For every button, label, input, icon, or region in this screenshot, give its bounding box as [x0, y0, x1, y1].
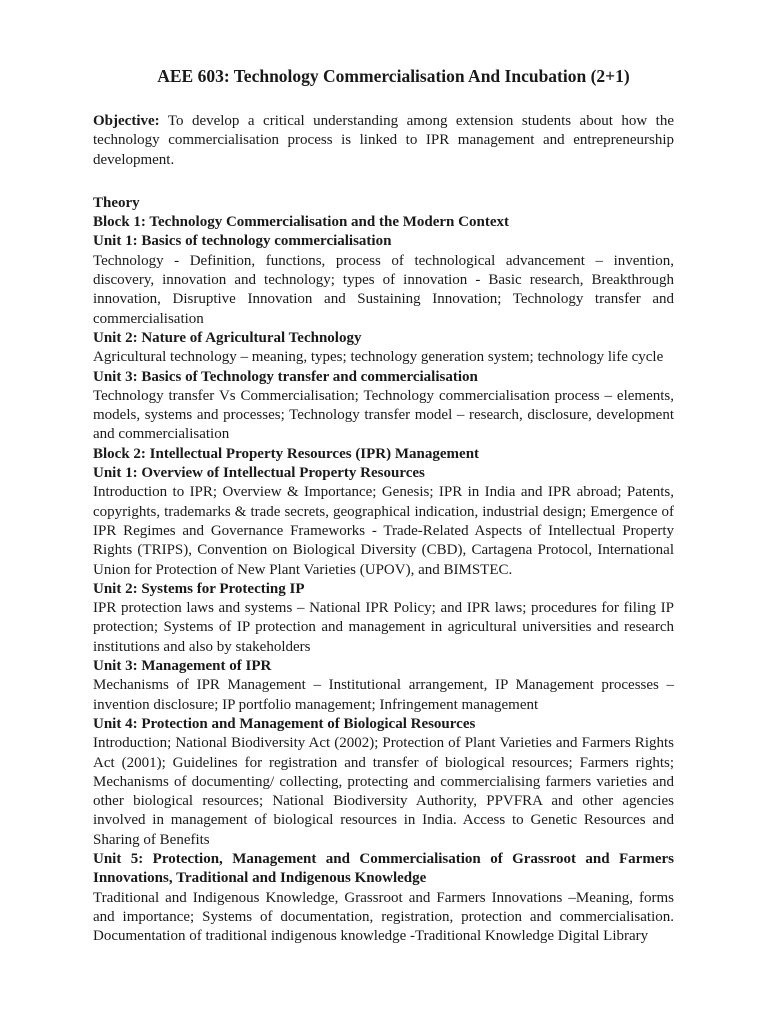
block2-unit4-text: Introduction; National Biodiversity Act (2002); Protection of Plant Varieties and Farmers Rights Act (2001); Guidelines for registration and transfer of biological resources; Farmers rights; Mechanisms of documenting/ collecting, protecting and commercialising farmers varieties and other biological resources; National Biodiversity Authority, PPVFRA and other agencies involved in management of biological resources in India. Access to Genetic Resources and Sharing of Benefits [93, 735, 674, 848]
section-heading-theory: Theory [93, 194, 140, 211]
block1-unit2-heading: Unit 2: Nature of Agricultural Technology [93, 329, 362, 346]
block2-unit3-text: Mechanisms of IPR Management – Institutional arrangement, IP Management processes – invention disclosure; IP portfolio management; Infringement management [93, 677, 674, 713]
objective-paragraph [93, 112, 674, 170]
block2-unit2-text: IPR protection laws and systems – National IPR Policy; and IPR laws; procedures for filing IP protection; Systems of IP protection and management in agricultural universities and research institutions and also by stakeholders [93, 600, 674, 655]
page-title: AEE 603: Technology Commercialisation And Incubation (2+1) [157, 66, 630, 86]
block1-unit3-heading: Unit 3: Basics of Technology transfer and commercialisation [93, 368, 478, 385]
objective-label: Objective: [93, 113, 160, 129]
block2-unit2-heading: Unit 2: Systems for Protecting IP [93, 580, 305, 597]
block2-unit1-heading: Unit 1: Overview of Intellectual Property Resources [93, 465, 425, 482]
block2-unit4-heading: Unit 4: Protection and Management of Biological Resources [93, 715, 476, 732]
block2-unit5-text: Traditional and Indigenous Knowledge, Grassroot and Farmers Innovations –Meaning, forms and importance; Systems of documentation, registration, protection and commercialisation. Documentation of traditional indigenous knowledge -Traditional Knowledge Digital Library [93, 889, 674, 945]
block2-unit3-heading: Unit 3: Management of IPR [93, 658, 272, 675]
block1-unit1-text: Technology - Definition, functions, process of technological advancement – invention, discovery, innovation and technology; types of innovation - Basic research, Breakthrough innovation, Disruptive Innovation and Sustaining Innovation; Technology transfer and commercialisation [93, 252, 674, 327]
document-page [93, 64, 674, 946]
block2-heading: Block 2: Intellectual Property Resources (IPR) Management [93, 445, 480, 462]
block1-unit2-text: Agricultural technology – meaning, types; technology generation system; technology life cycle [93, 349, 664, 366]
block2-unit5-heading: Unit 5: Protection, Management and Commercialisation of Grassroot and Farmers Innovations, Traditional and Indigenous Knowledge [93, 850, 674, 887]
block2-unit1-text: Introduction to IPR; Overview & Importance; Genesis; IPR in India and IPR abroad; Patents, copyrights, trademarks & trade secrets, geographical indication, industrial design; Emergence of IPR Regimes and Governance Frameworks - Trade-Related Aspects of Intellectual Property Rights (TRIPS), Convention on Biological Diversity (CBD), Cartagena Protocol, International Union for Protection of New Plant Varieties (UPOV), and BIMSTEC. [93, 484, 674, 578]
block1-unit1-heading: Unit 1: Basics of technology commercialisation [93, 233, 392, 250]
block1-unit3-text: Technology transfer Vs Commercialisation; Technology commercialisation process – elements, models, systems and processes; Technology transfer model – research, disclosure, development and commercialisation [93, 387, 674, 443]
block1-heading: Block 1: Technology Commercialisation and the Modern Context [93, 214, 509, 231]
objective-text: To develop a critical understanding among extension students about how the technology commercialisation process is linked to IPR management and entrepreneurship development. [93, 113, 674, 168]
